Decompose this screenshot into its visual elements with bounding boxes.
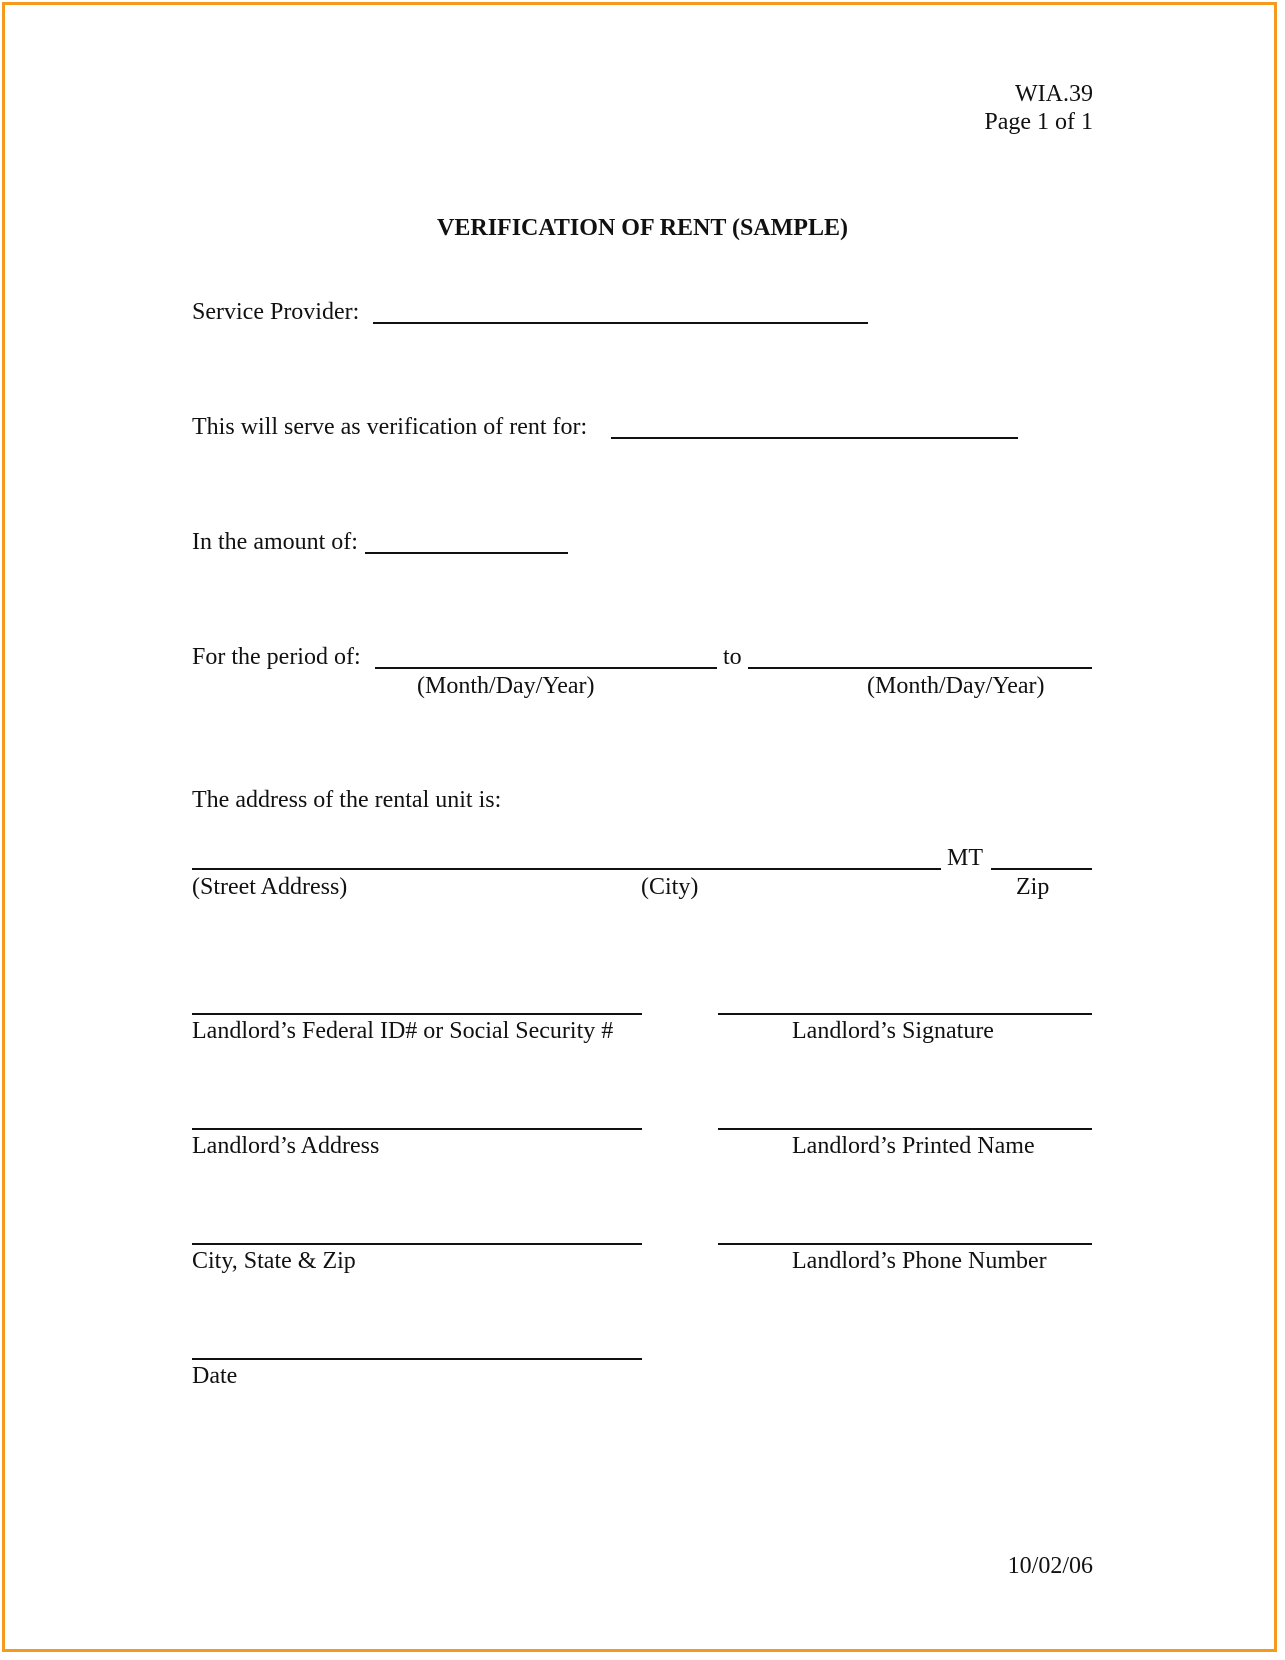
landlord-address-line[interactable] [192,1128,642,1130]
verification-for-label: This will serve as verification of rent for: [192,414,588,440]
date-label: Date [192,1363,238,1389]
city-caption: (City) [641,874,699,900]
signature-label: Landlord’s Signature [792,1018,994,1044]
zip-caption: Zip [1016,874,1050,900]
signature-line[interactable] [718,1013,1092,1015]
phone-number-line[interactable] [718,1243,1092,1245]
federal-id-line[interactable] [192,1013,642,1015]
zip-line[interactable] [991,868,1092,870]
printed-name-line[interactable] [718,1128,1092,1130]
city-state-zip-label: City, State & Zip [192,1248,356,1274]
period-end-line[interactable] [748,667,1092,669]
service-provider-label: Service Provider: [192,299,360,325]
date-line[interactable] [192,1358,642,1360]
printed-name-label: Landlord’s Printed Name [792,1133,1035,1159]
document-title: VERIFICATION OF RENT (SAMPLE) [437,215,848,241]
period-to-label: to [723,644,742,670]
amount-label: In the amount of: [192,529,358,555]
service-provider-line[interactable] [373,322,868,324]
state-label: MT [947,845,983,871]
period-label: For the period of: [192,644,361,670]
city-state-zip-line[interactable] [192,1243,642,1245]
page-info: Page 1 of 1 [984,109,1093,135]
federal-id-label: Landlord’s Federal ID# or Social Security # [192,1018,614,1044]
revision-date: 10/02/06 [1007,1553,1093,1579]
form-id: WIA.39 [1015,81,1093,107]
address-intro: The address of the rental unit is: [192,787,502,813]
verification-for-line[interactable] [611,437,1018,439]
period-start-line[interactable] [375,667,717,669]
page-border [2,2,1277,1652]
date-hint-end: (Month/Day/Year) [867,673,1045,699]
landlord-address-label: Landlord’s Address [192,1133,380,1159]
phone-number-label: Landlord’s Phone Number [792,1248,1047,1274]
street-address-caption: (Street Address) [192,874,348,900]
date-hint-start: (Month/Day/Year) [417,673,595,699]
amount-line[interactable] [365,552,568,554]
address-line[interactable] [192,868,941,870]
